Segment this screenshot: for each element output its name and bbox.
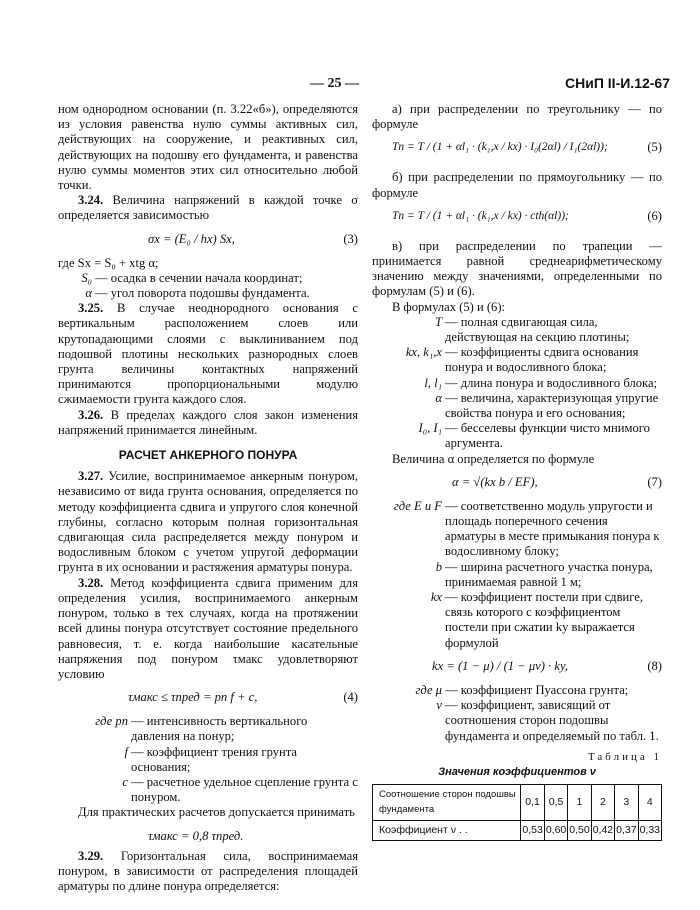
formula-6: [372, 203, 662, 237]
formula-number: (7): [647, 474, 662, 489]
definition: — угол поворота подошвы фундамента.: [95, 286, 310, 301]
definition: — длина понура и водосливного блока;: [445, 375, 658, 390]
clause-text: Усилие, воспринимаемое анкерным понуром, независимо от вида грунта основания, определяется по методу коэффициента сдвига и упругого слоя конечной глубины, согласно которым полная горизонтальная сдвигающая сила распределяется между понуром и водосливным блоком с учетом упругой деформации грунта в их основании и растяжения арматуры понура.: [58, 469, 358, 575]
formula-number: (6): [647, 208, 662, 223]
definition-item: [372, 590, 662, 651]
definition: — полная сдвигающая сила, действующая на секцию плотины;: [445, 314, 630, 345]
formula-text: τмакс = 0,8 τпред.: [148, 828, 244, 843]
formula-text: Tп = T / (1 + αl₁ · (k₁,x / kx) · cth(αl));: [392, 209, 569, 222]
document-code: СНиП II-И.12-67: [565, 75, 670, 91]
formula-text: Tп = T / (1 + αl₁ · (k₁,x / kx) · I₀(2αl) / I₁(2αl));: [392, 141, 608, 154]
case-b: б) при распределении по прямоугольнику — по формуле: [372, 170, 662, 200]
formula-text: σx = (E₀ / hx) Sx,: [148, 231, 235, 246]
formula-number: (8): [647, 658, 662, 673]
clause-3-28: [58, 576, 358, 682]
table-cell: 0,50: [568, 820, 591, 840]
clause-3-25: [58, 301, 358, 407]
definition: — ширина расчетного участка понура, принимаемая равной 1 м;: [445, 559, 653, 589]
formulas-intro: В формулах (5) и (6):: [392, 299, 506, 314]
case-c: в) при распределении по трапеции — принимается равной среднеарифметическому значению между значениями, определенными по формулам (5) и (6).: [372, 238, 662, 299]
case-a: а) при распределении по треугольнику — по формуле: [372, 102, 662, 132]
symbol: kx: [430, 590, 442, 605]
table-header-cell: 3: [615, 785, 638, 820]
table-header-cell: 4: [638, 785, 661, 820]
paragraph-continued: ном однородном основании (п. 3.22«б»), определяются из условия равенства нулю суммы активных сил, действующих на сооружение, и реактивных сил, действующих на подошву его фундамента, и равенства нулю суммы моментов этих сил относительно любой точки.: [58, 102, 358, 193]
formula-number: (5): [647, 140, 662, 155]
formula-number: (4): [343, 690, 358, 705]
symbol: S₀: [81, 270, 92, 285]
clause-3-26: [58, 408, 358, 438]
symbol: l, l₁: [424, 375, 442, 390]
table-header-cell: 0,5: [544, 785, 567, 820]
clause-text: Горизонтальная сила, воспринимаемая понуром, в зависимости от распределения площадей арматуры по длине понура определяется:: [58, 848, 358, 893]
definition: — коэффициент Пуассона грунта;: [445, 682, 629, 697]
table-cell: Коэффициент ν . .: [373, 820, 521, 840]
table-header-cell: Соотношение сторон подошвы фундамента: [373, 785, 521, 820]
page-number: — 25 —: [310, 76, 359, 91]
definition-item: [58, 271, 358, 286]
table-cell: 0,60: [544, 820, 567, 840]
practical-note: Для практических расчетов допускается принимать: [78, 805, 355, 820]
coefficients-table: [372, 784, 662, 841]
definition: — коэффициент постели при сдвиге, связь которого с коэффициентом постели при сжатии ky выражается формулой: [445, 590, 644, 650]
table-row: [373, 820, 662, 840]
clause-3-29: [58, 849, 358, 895]
symbol: α: [435, 390, 442, 405]
definition-list-5: [372, 683, 662, 744]
alpha-intro: Величина α определяется по формуле: [392, 451, 595, 466]
definition-list-4: [372, 499, 662, 651]
symbol: ν: [436, 698, 442, 713]
table-cell: 0,37: [615, 820, 638, 840]
symbol: kx, k₁,x: [405, 345, 442, 360]
symbol: f: [124, 744, 128, 759]
table-cell: 0,33: [638, 820, 661, 840]
clause-number: 3.24.: [78, 193, 104, 208]
table-header-row: [373, 785, 662, 820]
clause-text: В случае неоднородного основания с вертикальным расположением слоев или крутопадающими слоями с выклиниванием под подошвой плотины нескольких разнородных слоев грунта величины контактных напряжений принимаются пропорциональными модулю сжимаемости грунта каждого слоя.: [58, 301, 358, 407]
symbol: где E и F: [393, 498, 442, 513]
formula-7: [372, 469, 662, 497]
definition-list-3: [372, 315, 662, 452]
right-column: [372, 102, 662, 841]
definition: — коэффициенты сдвига основания понура и водосливного блока;: [445, 345, 639, 375]
symbol: c: [122, 774, 128, 789]
formula-tau: [58, 823, 358, 847]
symbol: где pп: [95, 714, 128, 729]
definition: — соответственно модуль упругости и площадь поперечного сечения арматуры в месте примыкания понура к водосливному блоку;: [445, 498, 660, 559]
table-header-cell: 0,1: [521, 785, 544, 820]
clause-text: Метод коэффициента сдвига применим для определения усилия, воспринимаемого анкерным понуром, только в тех случаях, когда на протяжении всей длины понура отсутствует состояние предельного равновесия, т. е. когда наибольшие касательные напряжения под понуром τмакс удовлетворяют условию: [58, 575, 358, 681]
definition-item: [58, 775, 358, 805]
definition-item: [372, 376, 662, 391]
definition: — расчетное удельное сцепление грунта с понуром.: [131, 774, 358, 805]
clause-number: 3.28.: [78, 575, 104, 590]
symbol: α: [85, 286, 92, 301]
symbol: I₀, I₁: [418, 421, 442, 436]
definition: — коэффициент трения грунта основания;: [131, 744, 297, 774]
clause-text: В пределах каждого слоя закон изменения напряжений принимается линейным.: [58, 407, 358, 437]
definition-item: [58, 286, 358, 301]
clause-text: Величина напряжений в каждой точке σ определяется зависимостью: [58, 193, 358, 223]
page-header: [0, 76, 700, 94]
formula-4: [58, 684, 358, 712]
where-line: где Sx = S₀ + xtg α;: [58, 255, 159, 270]
table-header-cell: 2: [591, 785, 614, 820]
formula-text: kx = (1 − μ) / (1 − μν) · ky,: [432, 658, 569, 673]
definition: — величина, характеризующая упругие свойства понура и его основания;: [445, 390, 659, 421]
definition-item: [372, 345, 662, 375]
clause-number: 3.27.: [78, 469, 104, 484]
definition-item: [372, 315, 662, 345]
symbol: T: [434, 314, 442, 329]
clause-number: 3.25.: [78, 301, 104, 316]
table-cell: 0,53: [521, 820, 544, 840]
formula-8: [372, 653, 662, 681]
definition-item: [372, 421, 662, 451]
symbol: где μ: [415, 682, 442, 697]
definition: — интенсивность вертикального давления на понур;: [131, 714, 308, 744]
definition-list-2: [58, 714, 358, 805]
clause-3-27: [58, 469, 358, 575]
definition-item: [58, 714, 358, 744]
clause-number: 3.29.: [78, 848, 104, 863]
table-title: Значения коэффициентов ν: [438, 765, 596, 778]
definition-item: [372, 391, 662, 421]
clause-number: 3.26.: [78, 407, 104, 422]
definition: — осадка в сечении начала координат;: [95, 270, 303, 285]
definition: — бесселевы функции чисто мнимого аргумента.: [445, 421, 650, 451]
formula-5: [372, 134, 662, 168]
formula-number: (3): [343, 231, 358, 246]
formula-text: τмакс ≤ τпред = pп f + c,: [128, 690, 258, 705]
table-cell: 0,42: [591, 820, 614, 840]
clause-3-24: [58, 193, 358, 223]
formula-3: [58, 226, 358, 254]
section-heading: РАСЧЕТ АНКЕРНОГО ПОНУРА: [118, 448, 298, 463]
definition-list-1: [58, 271, 358, 301]
definition-item: [372, 499, 662, 560]
definition: — коэффициент, зависящий от соотношения сторон подошвы фундамента и определяемый по табл. 1.: [445, 698, 659, 743]
left-column: [58, 102, 358, 894]
table-caption: Таблица 1: [587, 750, 662, 763]
definition-item: [372, 560, 662, 590]
definition-item: [372, 698, 662, 744]
definition-item: [58, 745, 358, 775]
formula-text: α = √(kx b / EF),: [452, 474, 538, 489]
table-header-cell: 1: [568, 785, 591, 820]
definition-item: [372, 683, 662, 698]
symbol: b: [435, 559, 442, 574]
